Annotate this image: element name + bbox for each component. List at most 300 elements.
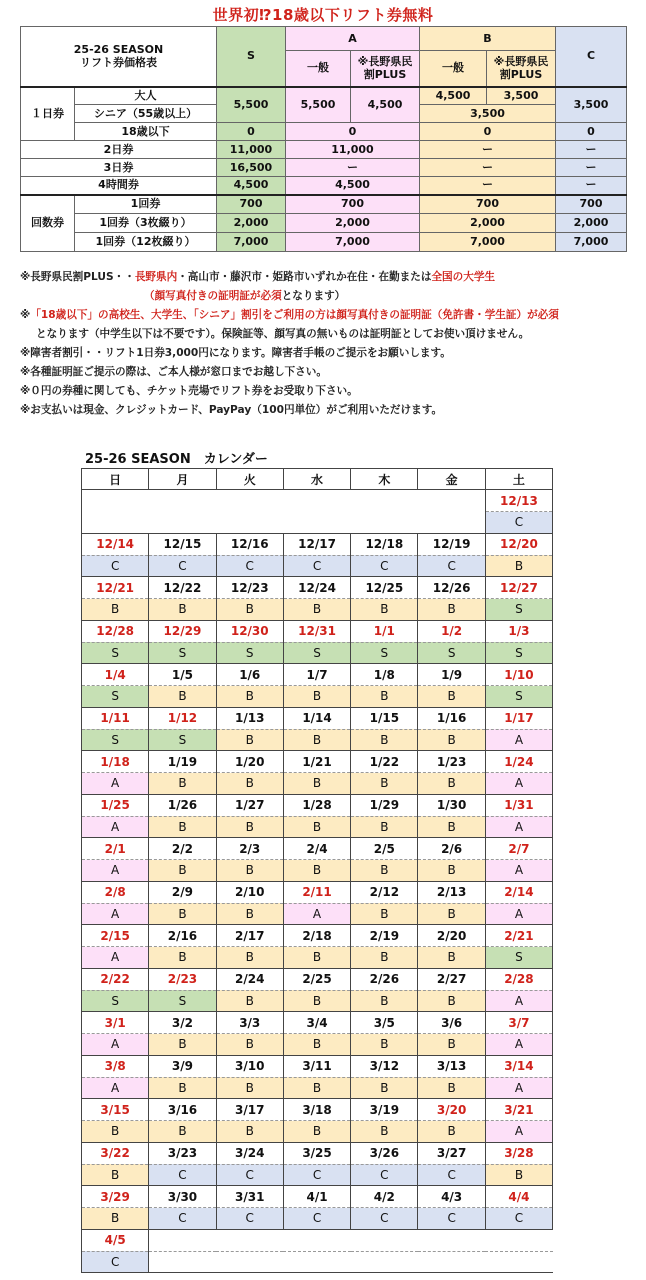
calendar-season-code: C	[82, 1251, 149, 1273]
calendar-date: 3/2	[149, 1012, 216, 1034]
calendar-week	[82, 577, 553, 599]
twoday-C: ー	[556, 141, 627, 159]
calendar-season-code: B	[216, 903, 283, 925]
calendar-date: 2/26	[351, 968, 418, 990]
calendar-date: 2/28	[485, 968, 552, 990]
calendar-season-code: B	[351, 729, 418, 751]
calendar-date: 3/28	[485, 1142, 552, 1164]
c12-S: 7,000	[217, 233, 286, 252]
calendar-season-code: B	[149, 773, 216, 795]
calendar-date: 3/30	[149, 1186, 216, 1208]
calendar-date: 3/23	[149, 1142, 216, 1164]
calendar-date: 12/19	[418, 533, 485, 555]
calendar-date: 2/13	[418, 881, 485, 903]
calendar-week-season	[82, 1164, 553, 1186]
calendar-title: 25-26 SEASON カレンダー	[85, 452, 268, 467]
adult-B-plus: 3,500	[487, 87, 556, 105]
fourhour-B: ー	[420, 177, 556, 195]
calendar-date: 1/5	[149, 664, 216, 686]
calendar-week	[82, 707, 553, 729]
note-highlight: 全国の大学生	[431, 271, 496, 283]
calendar-date: 3/25	[283, 1142, 350, 1164]
calendar-season-code: B	[216, 686, 283, 708]
c12-A: 7,000	[286, 233, 420, 252]
calendar-date: 2/12	[351, 881, 418, 903]
calendar-date: 1/28	[283, 794, 350, 816]
calendar-date: 2/4	[283, 838, 350, 860]
calendar-season-code: B	[82, 599, 149, 621]
calendar-season-code: B	[418, 773, 485, 795]
plus-label-1: ※長野県民	[357, 54, 413, 68]
calendar-empty	[418, 1251, 485, 1273]
calendar-date: 1/4	[82, 664, 149, 686]
calendar-date: 2/19	[351, 925, 418, 947]
twoday-S: 11,000	[217, 141, 286, 159]
calendar-season-code: S	[485, 686, 552, 708]
calendar-week	[82, 1055, 553, 1077]
calendar-date: 1/6	[216, 664, 283, 686]
calendar-season-code: B	[283, 860, 350, 882]
calendar-date: 12/24	[283, 577, 350, 599]
calendar-season-code: B	[149, 1077, 216, 1099]
calendar-date: 3/22	[82, 1142, 149, 1164]
calendar-season-code: A	[82, 773, 149, 795]
calendar-date: 2/20	[418, 925, 485, 947]
u18-C: 0	[556, 123, 627, 141]
calendar-week-season	[82, 947, 553, 969]
calendar-empty	[283, 1251, 350, 1273]
calendar-season-code: B	[149, 816, 216, 838]
calendar-season-code: B	[418, 1121, 485, 1143]
threeday-C: ー	[556, 159, 627, 177]
calendar-season-code: B	[283, 1034, 350, 1056]
calendar-season-code: C	[283, 1208, 350, 1230]
calendar-date: 1/30	[418, 794, 485, 816]
calendar-date: 3/1	[82, 1012, 149, 1034]
calendar-date: 2/27	[418, 968, 485, 990]
calendar-season-code: B	[149, 599, 216, 621]
calendar-date: 4/5	[82, 1229, 149, 1251]
calendar-season-code: S	[82, 990, 149, 1012]
calendar-empty	[283, 1229, 350, 1251]
c3-C: 2,000	[556, 214, 627, 233]
calendar-season-code: S	[418, 642, 485, 664]
calendar-date: 2/14	[485, 881, 552, 903]
calendar-season-code: C	[418, 1208, 485, 1230]
calendar-date: 12/18	[351, 533, 418, 555]
calendar-date: 2/5	[351, 838, 418, 860]
fourhour-label: 4時間券	[21, 177, 217, 195]
calendar-date: 3/18	[283, 1099, 350, 1121]
note-highlight: 長野県内	[134, 271, 178, 283]
calendar-date: 12/28	[82, 620, 149, 642]
calendar-date: 2/18	[283, 925, 350, 947]
calendar-date: 1/9	[418, 664, 485, 686]
notes	[20, 268, 640, 420]
calendar-date: 2/17	[216, 925, 283, 947]
header-B: B	[420, 27, 556, 51]
calendar-date: 1/16	[418, 707, 485, 729]
calendar-season-code: B	[149, 903, 216, 925]
calendar-date: 3/17	[216, 1099, 283, 1121]
calendar-date: 1/15	[351, 707, 418, 729]
calendar-season-code: S	[82, 729, 149, 751]
calendar-season-code: A	[82, 947, 149, 969]
calendar-season-code: S	[485, 947, 552, 969]
calendar-date: 3/16	[149, 1099, 216, 1121]
calendar-empty	[485, 1251, 552, 1273]
page-title: 世界初⁉18歳以下リフト券無料	[212, 6, 434, 24]
calendar-week-season	[82, 1121, 553, 1143]
season-calendar	[81, 468, 553, 1273]
u18-A: 0	[286, 123, 420, 141]
calendar-season-code: B	[351, 1034, 418, 1056]
calendar-season-code: B	[283, 947, 350, 969]
calendar-season-code: C	[418, 555, 485, 577]
calendar-season-code: C	[216, 1208, 283, 1230]
calendar-date: 4/1	[283, 1186, 350, 1208]
calendar-season-code: B	[418, 816, 485, 838]
calendar-season-code: B	[149, 860, 216, 882]
calendar-empty	[418, 1229, 485, 1251]
c3-S: 2,000	[217, 214, 286, 233]
fourhour-C: ー	[556, 177, 627, 195]
calendar-season-code: B	[351, 599, 418, 621]
adult-A: 5,500	[286, 87, 351, 123]
calendar-season-code: C	[149, 555, 216, 577]
calendar-date: 2/1	[82, 838, 149, 860]
calendar-season-code: B	[82, 1164, 149, 1186]
calendar-date: 3/19	[351, 1099, 418, 1121]
calendar-date: 1/22	[351, 751, 418, 773]
calendar-season-code: B	[283, 1121, 350, 1143]
calendar-season-code: B	[283, 686, 350, 708]
calendar-season-code: C	[216, 1164, 283, 1186]
calendar-week-season	[82, 903, 553, 925]
threeday-S: 16,500	[217, 159, 286, 177]
calendar-date: 3/8	[82, 1055, 149, 1077]
c1-C: 700	[556, 195, 627, 214]
calendar-season-code: S	[149, 990, 216, 1012]
weekday-thu: 木	[351, 469, 418, 490]
calendar-season-code: B	[283, 773, 350, 795]
calendar-week-season	[82, 599, 553, 621]
calendar-empty	[149, 1229, 216, 1251]
calendar-date: 3/20	[418, 1099, 485, 1121]
calendar-season-code: C	[283, 1164, 350, 1186]
calendar-season-code: S	[82, 642, 149, 664]
calendar-date: 2/16	[149, 925, 216, 947]
coupon12-label: 1回券（12枚綴り）	[75, 233, 217, 252]
calendar-season-code: C	[351, 1164, 418, 1186]
calendar-season-code: A	[485, 990, 552, 1012]
calendar-week	[82, 925, 553, 947]
coupon-label: 回数券	[21, 195, 75, 252]
oneday-label: １日券	[21, 87, 75, 141]
threeday-label: 3日券	[21, 159, 217, 177]
twoday-label: 2日券	[21, 141, 217, 159]
calendar-week-season	[82, 555, 553, 577]
calendar-season-code: A	[485, 903, 552, 925]
calendar-date: 3/6	[418, 1012, 485, 1034]
calendar-season-code: S	[485, 599, 552, 621]
calendar-season-code: B	[216, 729, 283, 751]
calendar-season-code: B	[149, 686, 216, 708]
calendar-week	[82, 1012, 553, 1034]
calendar-season-code: C	[82, 555, 149, 577]
calendar-season-code: B	[82, 1121, 149, 1143]
calendar-season-code: B	[351, 947, 418, 969]
calendar-week-season	[82, 686, 553, 708]
weekday-sat: 土	[485, 469, 552, 490]
header-A-general: 一般	[286, 51, 351, 87]
plus-label-1: ※長野県民	[493, 54, 549, 68]
note-highlight: 「18歳以下」の高校生、大学生、「シニア」割引をご利用の方は顔写真付きの証明証（免許書・学生証）が必須	[30, 309, 559, 321]
twoday-A: 11,000	[286, 141, 420, 159]
calendar-date: 2/24	[216, 968, 283, 990]
calendar-date: 12/15	[149, 533, 216, 555]
calendar-week-season	[82, 729, 553, 751]
calendar-season-code: B	[351, 903, 418, 925]
calendar-season-code: B	[418, 729, 485, 751]
calendar-season-code: B	[418, 990, 485, 1012]
adult-B: 4,500	[420, 87, 487, 105]
note-highlight: （顔写真付きの証明証が必須	[144, 290, 282, 302]
calendar-date: 2/6	[418, 838, 485, 860]
calendar-date: 2/10	[216, 881, 283, 903]
fourhour-A: 4,500	[286, 177, 420, 195]
calendar-season-code: A	[283, 903, 350, 925]
calendar-season-code: B	[216, 1034, 283, 1056]
note-disability: ※障害者割引・・リフト1日券3,000円になります。障害者手帳のご提示をお願いします。	[20, 347, 451, 359]
calendar-week	[82, 1099, 553, 1121]
calendar-date: 1/1	[351, 620, 418, 642]
calendar-season-code: B	[149, 947, 216, 969]
senior-label: シニア（55歳以上）	[75, 105, 217, 123]
calendar-empty	[149, 1251, 216, 1273]
calendar-week	[82, 968, 553, 990]
calendar-date: 1/8	[351, 664, 418, 686]
calendar-date: 2/9	[149, 881, 216, 903]
calendar-week-season	[82, 816, 553, 838]
calendar-season-code: B	[351, 990, 418, 1012]
weekday-tue: 火	[216, 469, 283, 490]
note-text: ※長野県民割PLUS・・	[20, 271, 135, 283]
calendar-date: 12/29	[149, 620, 216, 642]
calendar-date: 1/3	[485, 620, 552, 642]
calendar-date: 2/15	[82, 925, 149, 947]
calendar-season-code: B	[283, 599, 350, 621]
calendar-season-code: C	[351, 555, 418, 577]
plus-label-2: 割PLUS	[363, 68, 407, 82]
calendar-season-code: B	[216, 947, 283, 969]
calendar-date: 3/9	[149, 1055, 216, 1077]
calendar-season-code: A	[82, 860, 149, 882]
note-text: となります）	[281, 290, 346, 302]
calendar-date: 1/14	[283, 707, 350, 729]
calendar-season-code: S	[485, 642, 552, 664]
calendar-season-code: C	[418, 1164, 485, 1186]
calendar-season-code: B	[418, 599, 485, 621]
calendar-date: 1/18	[82, 751, 149, 773]
header-B-plus	[487, 51, 556, 87]
calendar-date: 4/4	[485, 1186, 552, 1208]
calendar-date: 12/16	[216, 533, 283, 555]
calendar-season-code: S	[351, 642, 418, 664]
calendar-date: 3/7	[485, 1012, 552, 1034]
calendar-date: 4/2	[351, 1186, 418, 1208]
note-payment: ※お支払いは現金、クレジットカード、PayPay（100円単位）がご利用いただけます。	[20, 404, 443, 416]
note-id	[20, 306, 640, 325]
weekday-mon: 月	[149, 469, 216, 490]
calendar-season-code: B	[485, 1164, 552, 1186]
calendar-week	[82, 1142, 553, 1164]
calendar-date: 12/27	[485, 577, 552, 599]
senior-B: 3,500	[420, 105, 556, 123]
calendar-date: 3/12	[351, 1055, 418, 1077]
header-S: S	[217, 27, 286, 87]
adult-label: 大人	[75, 87, 217, 105]
calendar-season-code: B	[283, 816, 350, 838]
under18-label: 18歳以下	[75, 123, 217, 141]
calendar-season-code: A	[485, 860, 552, 882]
u18-B: 0	[420, 123, 556, 141]
calendar-week-season	[82, 642, 553, 664]
calendar-date: 2/25	[283, 968, 350, 990]
calendar-date: 1/20	[216, 751, 283, 773]
calendar-season-code: B	[485, 555, 552, 577]
calendar-date: 3/10	[216, 1055, 283, 1077]
calendar-date: 1/24	[485, 751, 552, 773]
calendar-week-season	[82, 1077, 553, 1099]
calendar-date: 3/26	[351, 1142, 418, 1164]
calendar-season-code: S	[149, 729, 216, 751]
note-visit: ※各種証明証ご提示の際は、ご本人様が窓口までお越し下さい。	[20, 366, 327, 378]
calendar-season-code: A	[485, 816, 552, 838]
calendar-date: 3/24	[216, 1142, 283, 1164]
calendar-season-code: C	[283, 555, 350, 577]
calendar-week	[82, 620, 553, 642]
calendar-week	[82, 1229, 553, 1251]
threeday-B: ー	[420, 159, 556, 177]
calendar-date: 2/22	[82, 968, 149, 990]
calendar-date: 3/5	[351, 1012, 418, 1034]
calendar-season-code: B	[149, 1121, 216, 1143]
calendar-date: 12/25	[351, 577, 418, 599]
calendar-season-code: B	[149, 1034, 216, 1056]
u18-S: 0	[217, 123, 286, 141]
adult-A-plus: 4,500	[351, 87, 420, 123]
calendar-week-season	[82, 773, 553, 795]
calendar-date: 2/23	[149, 968, 216, 990]
calendar-date: 3/31	[216, 1186, 283, 1208]
calendar-season-code: B	[418, 1034, 485, 1056]
calendar-season-code: B	[216, 1077, 283, 1099]
calendar-season-code: S	[283, 642, 350, 664]
calendar-season-code: B	[351, 773, 418, 795]
coupon1-label: 1回券	[75, 195, 217, 214]
note-text: ※	[20, 309, 31, 321]
calendar-week	[82, 1186, 553, 1208]
calendar-date: 3/14	[485, 1055, 552, 1077]
calendar-empty	[485, 1229, 552, 1251]
calendar-empty	[216, 1251, 283, 1273]
calendar-season-code: A	[485, 1034, 552, 1056]
c3-A: 2,000	[286, 214, 420, 233]
calendar-date: 2/11	[283, 881, 350, 903]
calendar-week-season	[82, 1251, 553, 1273]
calendar-date: 1/2	[418, 620, 485, 642]
calendar-date: 12/17	[283, 533, 350, 555]
weekday-fri: 金	[418, 469, 485, 490]
calendar-season-code: B	[82, 1208, 149, 1230]
calendar-season-code: C	[149, 1164, 216, 1186]
price-table-corner	[21, 27, 217, 87]
calendar-season-code: B	[216, 860, 283, 882]
calendar-date: 12/13	[485, 490, 552, 512]
calendar-date: 3/4	[283, 1012, 350, 1034]
calendar-date: 3/13	[418, 1055, 485, 1077]
calendar-week	[82, 751, 553, 773]
calendar-date: 12/30	[216, 620, 283, 642]
calendar-date: 3/29	[82, 1186, 149, 1208]
calendar-season-code: B	[351, 1077, 418, 1099]
calendar-season-code: B	[351, 816, 418, 838]
calendar-date: 1/29	[351, 794, 418, 816]
calendar-date: 3/21	[485, 1099, 552, 1121]
c1-B: 700	[420, 195, 556, 214]
calendar-date: 2/3	[216, 838, 283, 860]
calendar-season-code: B	[283, 729, 350, 751]
calendar-season-code: B	[283, 990, 350, 1012]
calendar-date: 2/2	[149, 838, 216, 860]
calendar-date: 1/19	[149, 751, 216, 773]
calendar-week	[82, 490, 553, 512]
header-A: A	[286, 27, 420, 51]
header-B-general: 一般	[420, 51, 487, 87]
calendar-date: 1/21	[283, 751, 350, 773]
calendar-date: 1/17	[485, 707, 552, 729]
calendar-season-code: C	[216, 555, 283, 577]
calendar-season-code: B	[216, 990, 283, 1012]
calendar-season-code: B	[418, 903, 485, 925]
adult-C: 3,500	[556, 87, 627, 123]
calendar-week	[82, 794, 553, 816]
calendar-season-code: B	[351, 686, 418, 708]
calendar-season-code: A	[485, 729, 552, 751]
calendar-week	[82, 664, 553, 686]
calendar-week-season	[82, 860, 553, 882]
fourhour-S: 4,500	[217, 177, 286, 195]
calendar-date: 1/31	[485, 794, 552, 816]
calendar-season-code: B	[418, 686, 485, 708]
calendar-date: 12/23	[216, 577, 283, 599]
calendar-date: 12/20	[485, 533, 552, 555]
calendar-date: 12/21	[82, 577, 149, 599]
weekday-sun: 日	[82, 469, 149, 490]
calendar-date: 1/25	[82, 794, 149, 816]
calendar-date: 4/3	[418, 1186, 485, 1208]
calendar-season-code: C	[351, 1208, 418, 1230]
calendar-season-code: A	[82, 1034, 149, 1056]
twoday-B: ー	[420, 141, 556, 159]
c12-C: 7,000	[556, 233, 627, 252]
calendar-week-season	[82, 1208, 553, 1230]
calendar-season-code: B	[351, 1121, 418, 1143]
calendar-date: 12/14	[82, 533, 149, 555]
calendar-empty	[216, 1229, 283, 1251]
calendar-week	[82, 533, 553, 555]
